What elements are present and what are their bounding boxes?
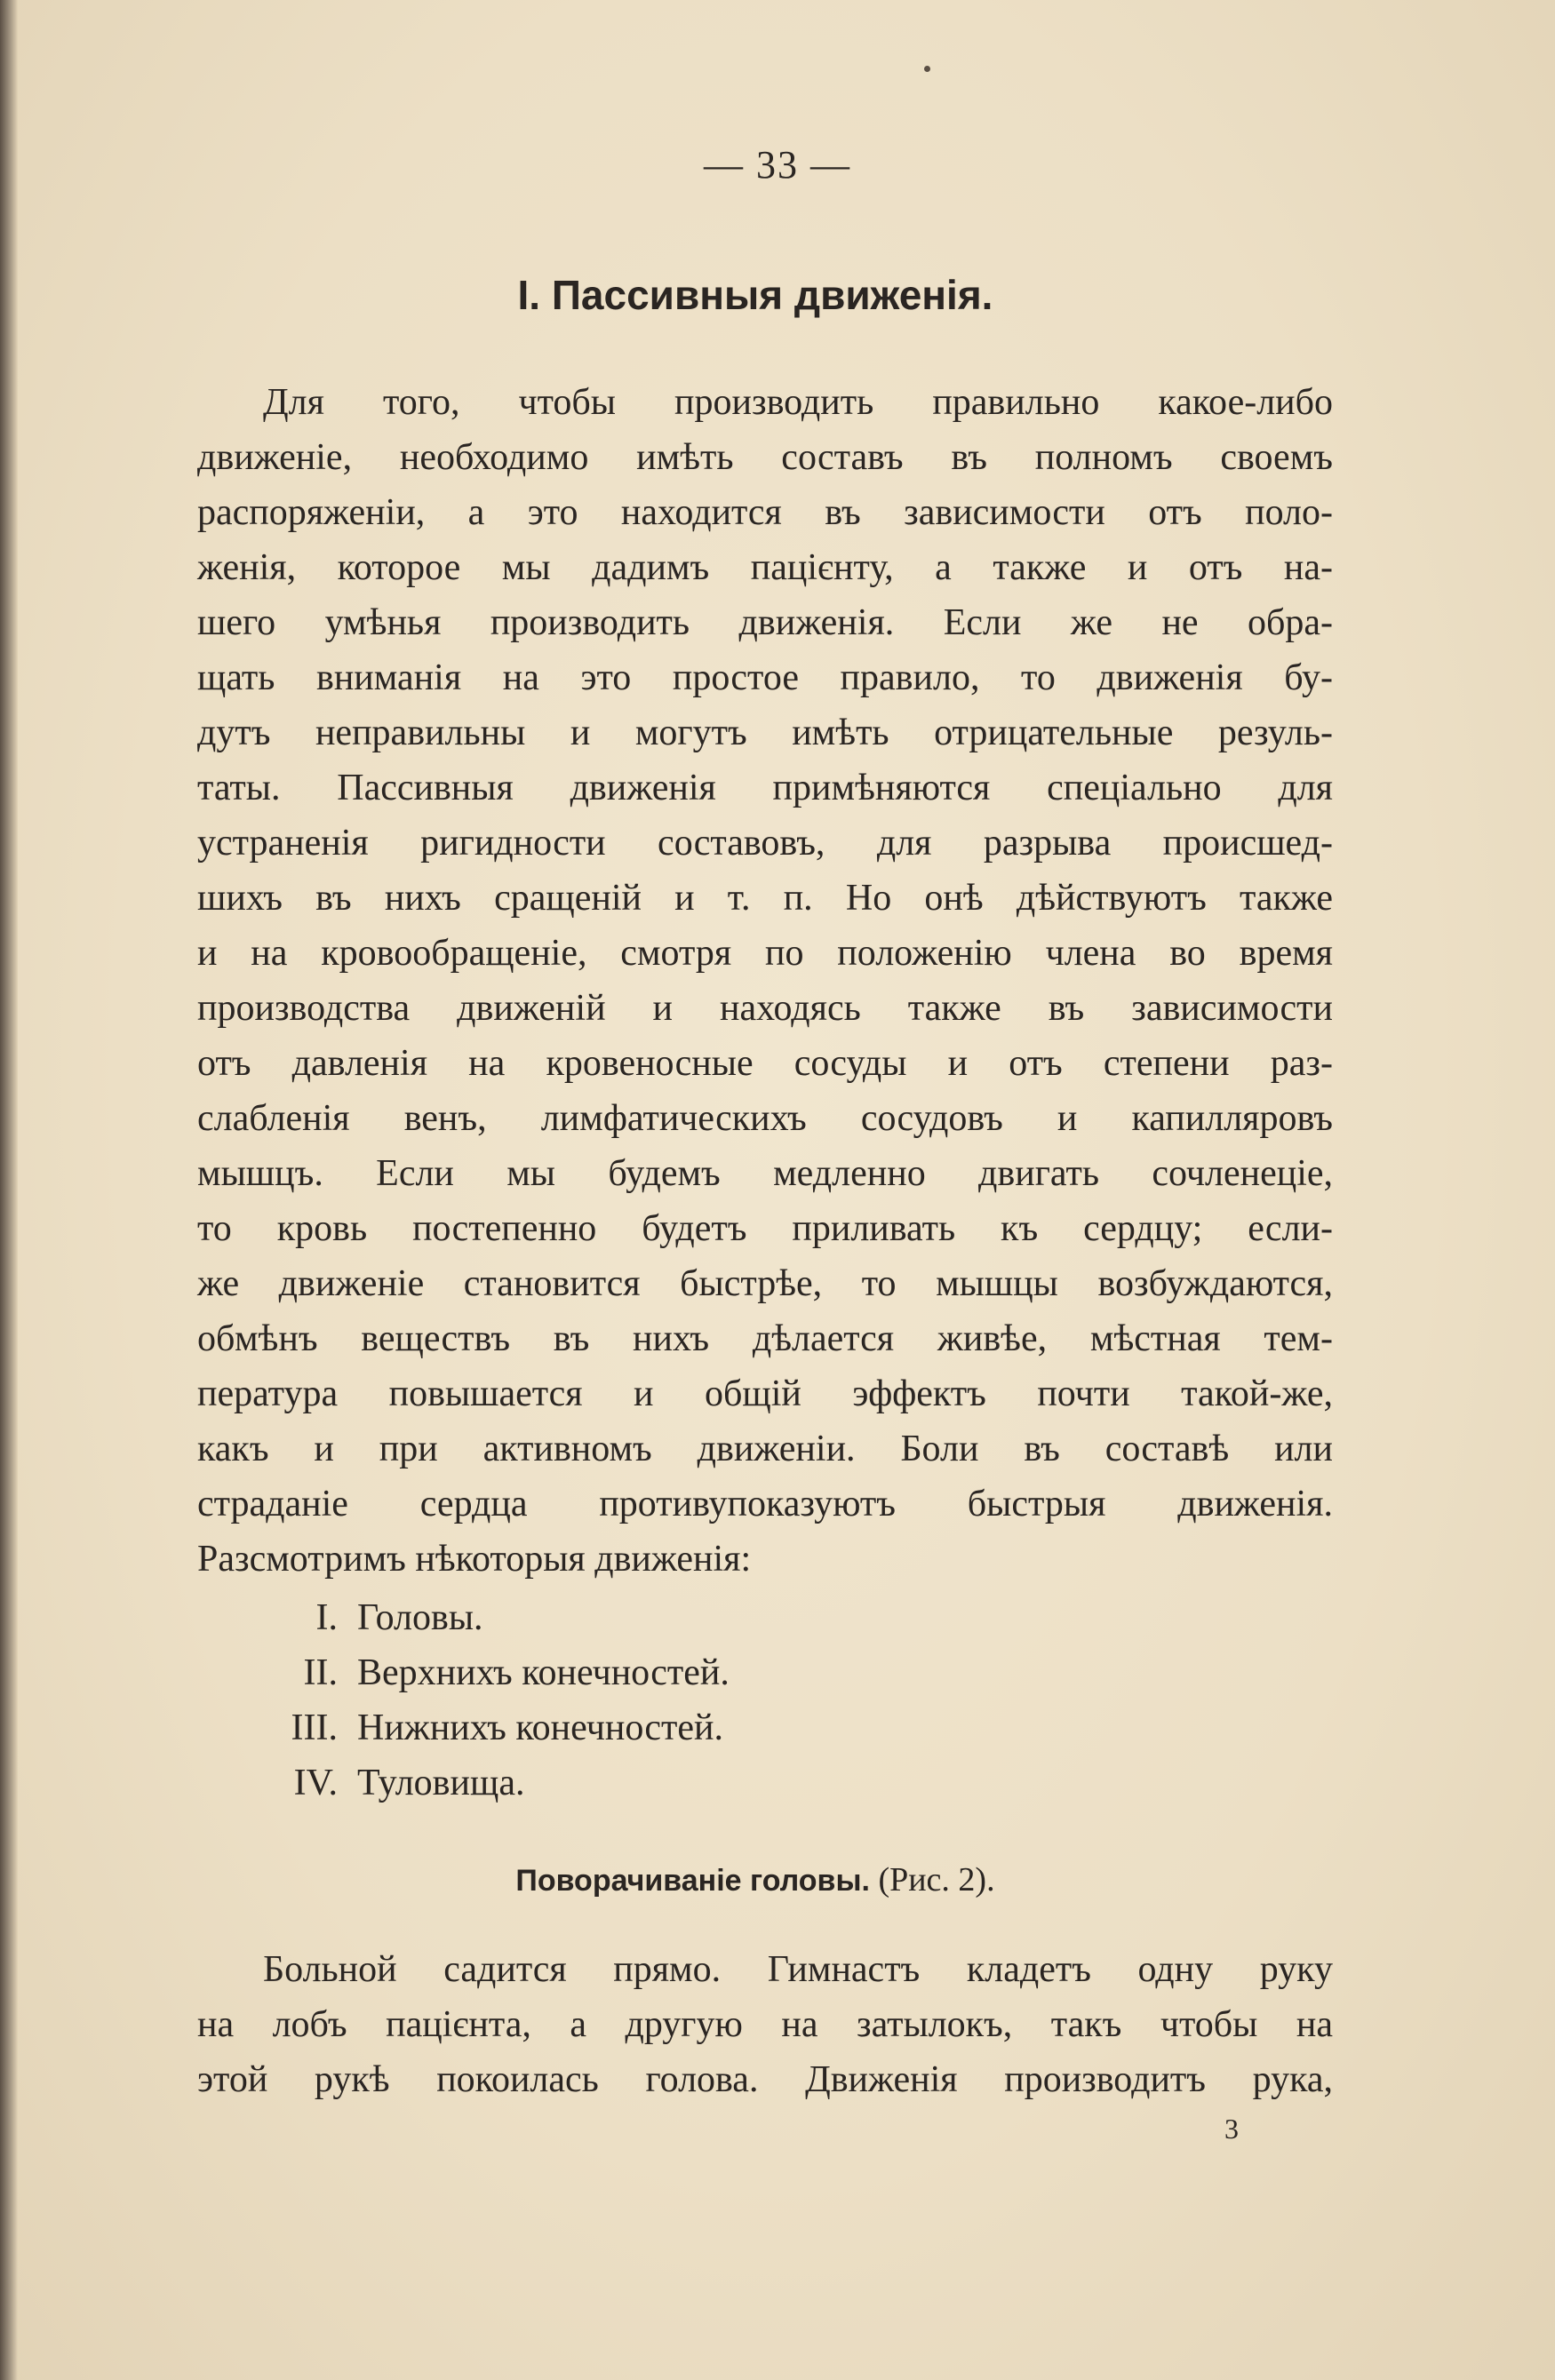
paper-speck: [924, 66, 930, 72]
subsection-title: Поворачиваніе головы.: [515, 1864, 870, 1898]
figure-reference: (Рис. 2).: [878, 1861, 995, 1898]
text-line: то кровь постепенно будетъ приливать къ сердцу; если-: [197, 1208, 1333, 1249]
signature-mark: 3: [1224, 2113, 1239, 2145]
text-line: шего умѣнья производить движенія. Если же не обра-: [197, 602, 1333, 643]
text-line: на лобъ пацієнта, а другую на затылокъ, такъ чтобы на: [197, 2004, 1333, 2045]
text-line: производства движеній и находясь также въ зависимости: [197, 988, 1333, 1029]
list-item: [197, 1590, 1086, 1645]
list-item-text: Туловища.: [357, 1763, 525, 1803]
list-numeral: III.: [291, 1707, 338, 1748]
text-line: Разсмотримъ нѣкоторыя движенія:: [197, 1539, 752, 1580]
page-number: — 33 —: [704, 143, 851, 187]
text-line: распоряженіи, а это находится въ зависимости отъ поло-: [197, 492, 1333, 533]
text-line: и на кровообращеніе, смотря по положенію члена во время: [197, 933, 1333, 974]
text-line: таты. Пассивныя движенія примѣняются спеціально для: [197, 768, 1333, 808]
text-line: устраненія ригидности составовъ, для разрыва происшед-: [197, 823, 1333, 864]
list-numeral: IV.: [293, 1763, 338, 1803]
text-line: пература повышается и общій эффектъ почти такой-же,: [197, 1373, 1333, 1414]
text-line: мышцъ. Если мы будемъ медленно двигать сочленеціе,: [197, 1153, 1333, 1194]
list-item: [197, 1700, 1086, 1755]
text-line: дутъ неправильны и могутъ имѣть отрицательные резуль-: [197, 712, 1333, 753]
list-item-text: Верхнихъ конечностей.: [357, 1652, 730, 1693]
text-line: слабленія венъ, лимфатическихъ сосудовъ и капилляровъ: [197, 1098, 1333, 1139]
list-item-text: Головы.: [357, 1597, 483, 1638]
movement-list: [197, 1590, 1086, 1811]
text-line: отъ давленія на кровеносные сосуды и отъ степени раз-: [197, 1043, 1333, 1084]
text-line: движеніе, необходимо имѣть составъ въ полномъ своемъ: [197, 437, 1333, 478]
subsection-heading: [0, 1860, 1511, 1899]
text-line: Больной садится прямо. Гимнастъ кладетъ одну руку: [263, 1949, 1333, 1990]
list-item: [197, 1755, 1086, 1811]
text-line: шихъ въ нихъ сращеній и т. п. Но онѣ дѣйствуютъ также: [197, 878, 1333, 919]
section-heading: I. Пассивныя движенія.: [517, 272, 993, 318]
list-numeral: I.: [315, 1597, 338, 1638]
list-item: [197, 1645, 1086, 1700]
text-line: страданіе сердца противупоказуютъ быстрыя движенія.: [197, 1484, 1333, 1524]
text-line: обмѣнъ веществъ въ нихъ дѣлается живѣе, мѣстная тем-: [197, 1318, 1333, 1359]
text-line: какъ и при активномъ движеніи. Боли въ составѣ или: [197, 1429, 1333, 1469]
list-numeral: II.: [303, 1652, 338, 1693]
text-line: Для того, чтобы производить правильно какое-либо: [263, 382, 1333, 423]
text-line: этой рукѣ покоилась голова. Движенія производитъ рука,: [197, 2059, 1333, 2100]
page-spine-shadow: [0, 0, 18, 2380]
text-line: щать вниманія на это простое правило, то движенія бу-: [197, 657, 1333, 698]
paragraph-continued: [197, 1942, 1333, 2107]
paragraph-main: [197, 375, 1333, 1587]
text-line: женія, которое мы дадимъ пацієнту, а также и отъ на-: [197, 547, 1333, 588]
list-item-text: Нижнихъ конечностей.: [357, 1707, 724, 1748]
text-line: же движеніе становится быстрѣе, то мышцы возбуждаются,: [197, 1263, 1333, 1304]
